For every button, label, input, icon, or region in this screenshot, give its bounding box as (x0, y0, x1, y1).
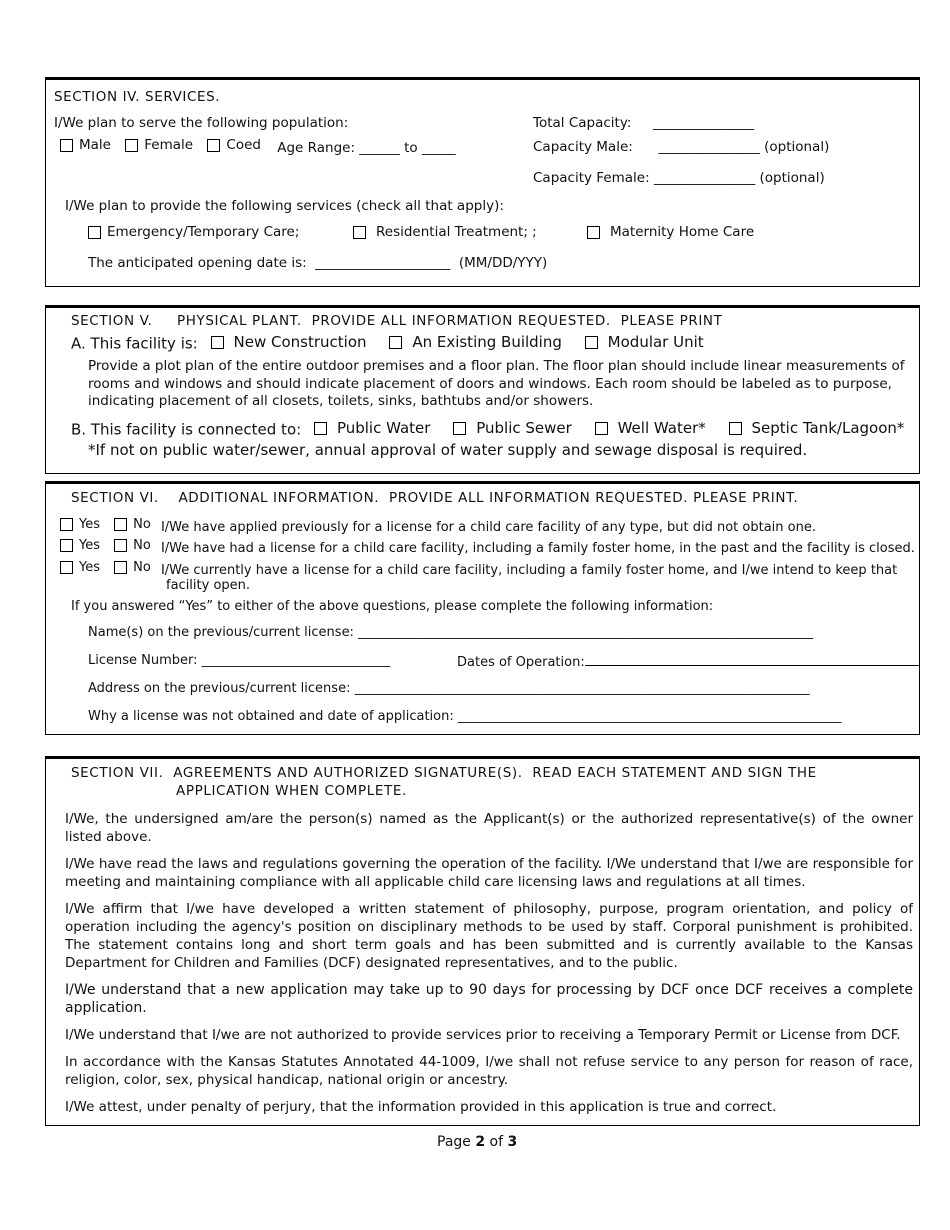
q1-no-checkbox[interactable] (114, 518, 127, 531)
agreement-paragraph-4: I/We understand that a new application may take up to 90 days for processing by DCF once DCF receives a complete application. (65, 982, 913, 1016)
male-checkbox[interactable] (60, 139, 73, 152)
agreement-paragraph-3: I/We affirm that I/we have developed a written statement of philosophy, purpose, program orientation, and policy of operation including the agency's position on disciplinary methods to be used by staff. Corporal punishment is prohibited. The statement contains long and short term goals and has been submitted and is currently available to the Kansas Department for Children and Families (DCF) designated representatives, and to the public. (65, 901, 913, 971)
section-iv-header: SECTION IV. SERVICES. (54, 89, 221, 105)
well-water-label: Well Water* (617, 419, 706, 437)
q3-no-checkbox[interactable] (114, 561, 127, 574)
services-label: I/We plan to provide the following services (check all that apply): (65, 198, 504, 214)
names-field[interactable]: Name(s) on the previous/current license: ______________________________________________________________________ (88, 625, 814, 640)
public-sewer-checkbox[interactable] (453, 422, 466, 435)
public-water-option[interactable] (314, 419, 431, 437)
question-row-3 (60, 560, 897, 578)
septic-label: Septic Tank/Lagoon* (751, 419, 905, 437)
public-sewer-label: Public Sewer (476, 419, 572, 437)
female-checkbox[interactable] (125, 139, 138, 152)
facility-type-label: A. This facility is: (71, 334, 198, 353)
page-total: 3 (507, 1134, 518, 1150)
question-3-text-continued: facility open. (166, 578, 251, 593)
q1-no-option[interactable] (114, 517, 151, 532)
septic-option[interactable] (729, 419, 905, 437)
male-option[interactable] (60, 137, 111, 153)
total-capacity-field[interactable]: Total Capacity: _______________ (533, 115, 755, 131)
plot-plan-line-1: Provide a plot plan of the entire outdoor premises and a floor plan. The floor plan should include linear measurements of (88, 358, 905, 374)
page-number (437, 1134, 517, 1150)
water-footnote: *If not on public water/sewer, annual approval of water supply and sewage disposal is required. (88, 441, 808, 459)
modular-unit-label: Modular Unit (607, 333, 704, 351)
age-range-field[interactable]: Age Range: ______ to _____ (277, 139, 456, 156)
q3-no-label: No (133, 560, 151, 575)
section-vii-header-line-1: SECTION VII. AGREEMENTS AND AUTHORIZED SIGNATURE(S). READ EACH STATEMENT AND SIGN THE (71, 765, 817, 781)
q2-no-option[interactable] (114, 538, 151, 553)
service-maternity-label: Maternity Home Care (610, 224, 755, 240)
service-emergency-option[interactable] (88, 224, 299, 240)
capacity-male-field[interactable]: Capacity Male: _______________ (optional) (533, 139, 830, 155)
question-row-1 (60, 517, 816, 535)
service-maternity-option[interactable] (587, 224, 754, 243)
page-of: of (485, 1134, 508, 1150)
agreement-paragraph-2: I/We have read the laws and regulations governing the operation of the facility. I/We understand that I/we are responsible for meeting and maintaining compliance with all applicable child care licensing laws and regulations at all times. (65, 856, 913, 890)
section-v-header: SECTION V. PHYSICAL PLANT. PROVIDE ALL INFORMATION REQUESTED. PLEASE PRINT (71, 313, 723, 329)
coed-label: Coed (226, 137, 261, 153)
license-number-field[interactable]: License Number: _____________________________ (88, 653, 391, 668)
q1-yes-option[interactable] (60, 517, 100, 532)
connected-label: B. This facility is connected to: (71, 420, 302, 439)
modular-unit-option[interactable] (585, 333, 704, 351)
service-emergency-label: Emergency/Temporary Care; (107, 224, 300, 240)
plot-plan-line-3: indicating placement of all closets, toilets, sinks, bathtubs and/or showers. (88, 393, 594, 409)
dates-of-operation-row (457, 653, 920, 670)
modular-unit-checkbox[interactable] (585, 336, 598, 349)
section-vi-header: SECTION VI. ADDITIONAL INFORMATION. PROVIDE ALL INFORMATION REQUESTED. PLEASE PRINT. (71, 490, 799, 506)
page-prefix: Page (437, 1134, 476, 1150)
service-maternity-checkbox[interactable] (587, 226, 600, 239)
coed-option[interactable] (207, 137, 261, 153)
public-sewer-option[interactable] (453, 419, 572, 437)
new-construction-label: New Construction (233, 333, 367, 351)
well-water-checkbox[interactable] (595, 422, 608, 435)
female-option[interactable] (125, 137, 193, 153)
question-1-text: I/We have applied previously for a license for a child care facility of any type, but did not obtain one. (160, 520, 816, 535)
connected-row (71, 419, 904, 439)
if-yes-instruction: If you answered “Yes” to either of the above questions, please complete the following information: (71, 599, 714, 614)
coed-checkbox[interactable] (207, 139, 220, 152)
agreement-paragraph-1: I/We, the undersigned am/are the person(s) named as the Applicant(s) or the authorized representative(s) of the owner listed above. (65, 811, 913, 845)
dates-of-operation-field[interactable] (585, 653, 920, 666)
services-options (88, 224, 299, 243)
existing-building-option[interactable] (389, 333, 562, 351)
new-construction-checkbox[interactable] (211, 336, 224, 349)
q2-yes-label: Yes (79, 538, 100, 553)
section-vii-header-line-2: APPLICATION WHEN COMPLETE. (176, 783, 407, 799)
q1-no-label: No (133, 517, 151, 532)
q2-yes-option[interactable] (60, 538, 100, 553)
page-current: 2 (475, 1134, 486, 1150)
population-options (60, 137, 456, 156)
q2-yes-checkbox[interactable] (60, 539, 73, 552)
opening-date-field[interactable]: The anticipated opening date is: ____________________ (MM/DD/YYY) (88, 255, 548, 271)
population-label: I/We plan to serve the following population: (54, 115, 349, 131)
existing-building-label: An Existing Building (412, 333, 562, 351)
agreement-paragraph-5: I/We understand that I/we are not authorized to provide services prior to receiving a Temporary Permit or License from DCF. (65, 1027, 901, 1043)
public-water-checkbox[interactable] (314, 422, 327, 435)
q1-yes-checkbox[interactable] (60, 518, 73, 531)
agreement-paragraph-7: I/We attest, under penalty of perjury, that the information provided in this application is true and correct. (65, 1099, 777, 1115)
service-residential-option[interactable] (353, 224, 537, 243)
well-water-option[interactable] (595, 419, 706, 437)
q2-no-checkbox[interactable] (114, 539, 127, 552)
service-residential-checkbox[interactable] (353, 226, 366, 239)
question-row-2 (60, 538, 915, 556)
septic-checkbox[interactable] (729, 422, 742, 435)
existing-building-checkbox[interactable] (389, 336, 402, 349)
q2-no-label: No (133, 538, 151, 553)
q3-yes-label: Yes (79, 560, 100, 575)
question-3-text: I/We currently have a license for a child care facility, including a family foster home, and I/we intend to keep that (160, 563, 898, 578)
new-construction-option[interactable] (211, 333, 367, 351)
q1-yes-label: Yes (79, 517, 100, 532)
dates-of-operation-label: Dates of Operation: (457, 655, 585, 670)
plot-plan-line-2: rooms and windows and should indicate placement of doors and windows. Each room should be labeled as to purpose, (88, 376, 892, 392)
service-emergency-checkbox[interactable] (88, 226, 101, 239)
agreement-paragraph-6: In accordance with the Kansas Statutes Annotated 44-1009, I/we shall not refuse service to any person for reason of race, religion, color, sex, physical handicap, national origin or ancestry. (65, 1054, 913, 1088)
service-residential-label: Residential Treatment; ; (376, 224, 537, 240)
q3-yes-checkbox[interactable] (60, 561, 73, 574)
capacity-female-field[interactable]: Capacity Female: _______________ (optional) (533, 170, 825, 186)
question-2-text: I/We have had a license for a child care facility, including a family foster home, in the past and the facility is closed. (160, 541, 915, 556)
address-field[interactable]: Address on the previous/current license: ______________________________________________________________________ (88, 681, 810, 696)
facility-type-row (71, 333, 704, 353)
female-label: Female (144, 137, 194, 153)
q3-no-option[interactable] (114, 560, 151, 575)
public-water-label: Public Water (336, 419, 431, 437)
why-field[interactable]: Why a license was not obtained and date of application: ___________________________________________________________ (88, 709, 842, 724)
male-label: Male (79, 137, 111, 153)
q3-yes-option[interactable] (60, 560, 100, 575)
